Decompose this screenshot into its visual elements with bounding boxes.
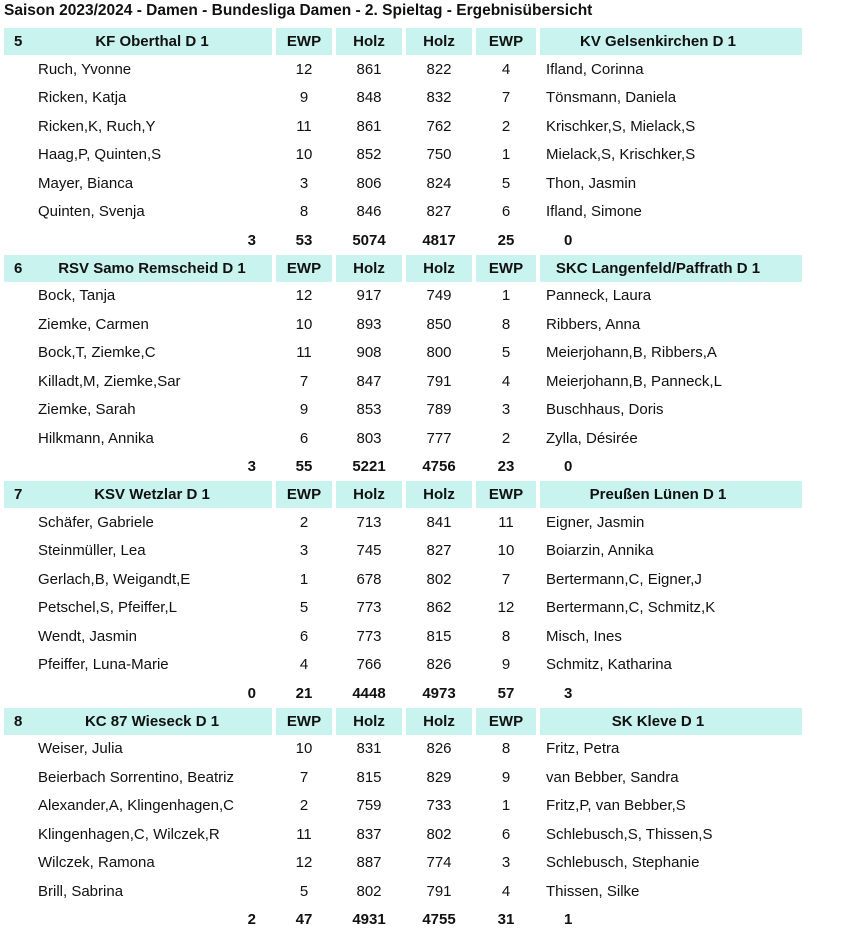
player-row	[4, 55, 802, 84]
away-player-holz: 777	[426, 429, 452, 447]
home-match-points: 0	[247, 684, 256, 702]
away-player-name: Ifland, Simone	[546, 203, 642, 221]
home-player-ewp: 3	[299, 542, 309, 560]
home-holz-header: Holz	[336, 708, 402, 735]
away-player-ewp: 4	[501, 372, 511, 390]
away-total-ewp: 25	[497, 231, 515, 249]
match-number: 7	[4, 481, 32, 508]
home-match-points: 3	[247, 231, 256, 249]
home-player-name: Killadt,M, Ziemke,Sar	[38, 372, 181, 390]
header-end	[776, 28, 802, 55]
away-total-ewp: 23	[497, 458, 515, 476]
away-player-holz: 789	[426, 401, 452, 419]
home-player-holz: 908	[356, 344, 382, 362]
home-player-holz: 847	[356, 372, 382, 390]
away-player-name: Krischker,S, Mielack,S	[546, 117, 696, 135]
home-player-ewp: 3	[299, 174, 309, 192]
home-player-holz: 803	[356, 429, 382, 447]
away-player-holz: 824	[426, 174, 452, 192]
away-player-name: Panneck, Laura	[546, 287, 652, 305]
away-player-name: Thissen, Silke	[546, 882, 640, 900]
home-player-holz: 831	[356, 740, 382, 758]
away-player-ewp: 1	[501, 146, 511, 164]
home-team-name: RSV Samo Remscheid D 1	[32, 255, 272, 282]
away-player-name: Boiarzin, Annika	[546, 542, 654, 560]
header-end	[776, 708, 802, 735]
home-player-ewp: 9	[299, 89, 309, 107]
away-player-ewp: 11	[498, 513, 514, 531]
away-total-holz: 4755	[422, 911, 456, 929]
home-player-name: Bock,T, Ziemke,C	[38, 344, 156, 362]
away-player-ewp: 10	[497, 542, 515, 560]
away-player-name: Schlebusch,S, Thissen,S	[546, 825, 713, 843]
player-row	[4, 339, 802, 368]
away-player-holz: 827	[426, 203, 452, 221]
home-player-ewp: 11	[296, 117, 312, 135]
home-player-name: Ricken, Katja	[38, 89, 127, 107]
home-player-ewp: 5	[299, 882, 309, 900]
match-total-row	[4, 226, 802, 255]
home-player-name: Schäfer, Gabriele	[38, 513, 154, 531]
home-player-ewp: 2	[299, 513, 309, 531]
home-player-holz: 678	[356, 570, 382, 588]
home-player-name: Mayer, Bianca	[38, 174, 134, 192]
home-total-holz: 5221	[352, 458, 386, 476]
home-player-name: Wendt, Jasmin	[38, 627, 137, 645]
player-row	[4, 877, 802, 906]
away-player-ewp: 1	[501, 797, 511, 815]
away-player-holz: 762	[426, 117, 452, 135]
away-player-holz: 826	[426, 740, 452, 758]
away-player-name: van Bebber, Sandra	[546, 768, 679, 786]
away-ewp-header: EWP	[476, 28, 536, 55]
match-total-row	[4, 906, 802, 935]
away-player-ewp: 6	[501, 825, 511, 843]
home-player-holz: 853	[356, 401, 382, 419]
home-player-holz: 852	[356, 146, 382, 164]
home-player-holz: 806	[356, 174, 382, 192]
home-player-ewp: 12	[295, 854, 313, 872]
home-player-ewp: 10	[295, 146, 313, 164]
player-row	[4, 849, 802, 878]
home-total-holz: 4448	[352, 684, 386, 702]
away-player-holz: 850	[426, 315, 452, 333]
home-match-points: 3	[247, 458, 256, 476]
home-player-ewp: 6	[299, 627, 309, 645]
home-player-name: Quinten, Svenja	[38, 203, 145, 221]
away-player-holz: 827	[426, 542, 452, 560]
player-row	[4, 367, 802, 396]
away-player-holz: 802	[426, 570, 452, 588]
match-header-row	[4, 28, 802, 55]
away-player-holz: 791	[426, 372, 452, 390]
home-player-holz: 773	[356, 627, 382, 645]
away-player-ewp: 3	[501, 401, 511, 419]
player-row	[4, 622, 802, 651]
home-player-holz: 848	[356, 89, 382, 107]
away-ewp-header: EWP	[476, 708, 536, 735]
match-header-row	[4, 255, 802, 282]
home-player-name: Haag,P, Quinten,S	[38, 146, 162, 164]
home-player-name: Petschel,S, Pfeiffer,L	[38, 599, 177, 617]
away-player-name: Zylla, Désirée	[546, 429, 638, 447]
home-match-points: 2	[247, 911, 256, 929]
page-title: Saison 2023/2024 - Damen - Bundesliga Damen - 2. Spieltag - Ergebnisübersicht	[4, 2, 593, 19]
away-player-name: Ribbers, Anna	[546, 315, 641, 333]
away-player-ewp: 4	[501, 882, 511, 900]
home-player-holz: 802	[356, 882, 382, 900]
away-team-name: KV Gelsenkirchen D 1	[540, 28, 776, 55]
away-player-holz: 774	[426, 854, 452, 872]
away-player-holz: 826	[426, 656, 452, 674]
away-player-name: Schmitz, Katharina	[546, 656, 672, 674]
away-player-holz: 822	[426, 60, 452, 78]
player-row	[4, 112, 802, 141]
home-team-name: KF Oberthal D 1	[32, 28, 272, 55]
home-ewp-header: EWP	[276, 255, 332, 282]
home-player-ewp: 6	[299, 429, 309, 447]
home-player-ewp: 12	[295, 60, 313, 78]
away-player-name: Ifland, Corinna	[546, 60, 644, 78]
player-row	[4, 651, 802, 680]
home-player-holz: 893	[356, 315, 382, 333]
away-player-name: Tönsmann, Daniela	[546, 89, 677, 107]
away-player-name: Bertermann,C, Schmitz,K	[546, 599, 716, 617]
away-player-name: Misch, Ines	[546, 627, 622, 645]
away-total-ewp: 31	[497, 911, 515, 929]
home-player-ewp: 10	[295, 740, 313, 758]
away-player-holz: 802	[426, 825, 452, 843]
match-total-row	[4, 453, 802, 482]
away-team-name: SKC Langenfeld/Paffrath D 1	[540, 255, 776, 282]
match-total-row	[4, 679, 802, 708]
home-holz-header: Holz	[336, 481, 402, 508]
home-player-ewp: 11	[296, 825, 312, 843]
away-team-name: SK Kleve D 1	[540, 708, 776, 735]
home-player-name: Ricken,K, Ruch,Y	[38, 117, 156, 135]
home-player-holz: 713	[356, 513, 382, 531]
away-player-holz: 749	[426, 287, 452, 305]
home-ewp-header: EWP	[276, 28, 332, 55]
home-player-ewp: 1	[299, 570, 309, 588]
away-player-holz: 862	[426, 599, 452, 617]
away-player-ewp: 1	[501, 287, 511, 305]
away-player-ewp: 8	[501, 627, 511, 645]
home-player-ewp: 9	[299, 401, 309, 419]
away-player-ewp: 12	[497, 599, 515, 617]
home-player-name: Ruch, Yvonne	[38, 60, 132, 78]
home-player-holz: 917	[356, 287, 382, 305]
away-player-ewp: 6	[501, 203, 511, 221]
away-holz-header: Holz	[406, 28, 472, 55]
away-player-ewp: 8	[501, 315, 511, 333]
player-row	[4, 424, 802, 453]
away-player-ewp: 4	[501, 60, 511, 78]
away-player-name: Mielack,S, Krischker,S	[546, 146, 696, 164]
away-player-name: Eigner, Jasmin	[546, 513, 645, 531]
away-player-holz: 832	[426, 89, 452, 107]
away-player-holz: 750	[426, 146, 452, 164]
away-player-ewp: 3	[501, 854, 511, 872]
home-player-name: Alexander,A, Klingenhagen,C	[38, 797, 234, 815]
home-player-holz: 766	[356, 656, 382, 674]
home-player-holz: 861	[356, 60, 382, 78]
home-player-name: Steinmüller, Lea	[38, 542, 146, 560]
away-player-holz: 841	[426, 513, 452, 531]
away-player-holz: 733	[426, 797, 452, 815]
player-row	[4, 565, 802, 594]
player-row	[4, 84, 802, 113]
home-player-ewp: 7	[299, 372, 309, 390]
results-table	[4, 28, 802, 934]
match-number: 6	[4, 255, 32, 282]
away-match-points: 3	[564, 684, 573, 702]
player-row	[4, 198, 802, 227]
away-player-ewp: 7	[501, 89, 511, 107]
player-row	[4, 792, 802, 821]
away-player-ewp: 5	[501, 174, 511, 192]
match-number: 8	[4, 708, 32, 735]
match-number: 5	[4, 28, 32, 55]
away-total-holz: 4756	[422, 458, 456, 476]
home-player-name: Weiser, Julia	[38, 740, 123, 758]
away-player-name: Fritz, Petra	[546, 740, 620, 758]
away-player-ewp: 7	[501, 570, 511, 588]
home-player-holz: 759	[356, 797, 382, 815]
away-player-ewp: 2	[501, 429, 511, 447]
home-player-holz: 861	[356, 117, 382, 135]
away-player-name: Meierjohann,B, Ribbers,A	[546, 344, 717, 362]
home-player-holz: 837	[356, 825, 382, 843]
away-player-name: Buschhaus, Doris	[546, 401, 664, 419]
player-row	[4, 735, 802, 764]
home-holz-header: Holz	[336, 28, 402, 55]
away-total-ewp: 57	[497, 684, 515, 702]
away-match-points: 0	[564, 231, 573, 249]
away-player-ewp: 5	[501, 344, 511, 362]
home-player-ewp: 5	[299, 599, 309, 617]
home-player-ewp: 7	[299, 768, 309, 786]
home-player-ewp: 10	[295, 315, 313, 333]
player-row	[4, 594, 802, 623]
header-end	[776, 255, 802, 282]
away-ewp-header: EWP	[476, 255, 536, 282]
home-team-name: KC 87 Wieseck D 1	[32, 708, 272, 735]
header-end	[776, 481, 802, 508]
away-player-ewp: 8	[501, 740, 511, 758]
match-header-row	[4, 481, 802, 508]
player-row	[4, 820, 802, 849]
away-player-holz: 791	[426, 882, 452, 900]
home-ewp-header: EWP	[276, 708, 332, 735]
player-row	[4, 169, 802, 198]
home-total-ewp: 47	[295, 911, 313, 929]
home-player-name: Ziemke, Carmen	[38, 315, 149, 333]
home-player-ewp: 12	[295, 287, 313, 305]
away-total-holz: 4817	[422, 231, 456, 249]
away-player-holz: 815	[426, 627, 452, 645]
home-player-holz: 773	[356, 599, 382, 617]
away-player-holz: 800	[426, 344, 452, 362]
home-player-name: Klingenhagen,C, Wilczek,R	[38, 825, 220, 843]
match-header-row	[4, 708, 802, 735]
away-player-name: Meierjohann,B, Panneck,L	[546, 372, 722, 390]
home-ewp-header: EWP	[276, 481, 332, 508]
away-match-points: 0	[564, 458, 573, 476]
home-player-ewp: 8	[299, 203, 309, 221]
home-total-holz: 4931	[352, 911, 386, 929]
home-holz-header: Holz	[336, 255, 402, 282]
away-player-ewp: 9	[501, 768, 511, 786]
home-team-name: KSV Wetzlar D 1	[32, 481, 272, 508]
home-player-name: Bock, Tanja	[38, 287, 116, 305]
home-player-holz: 887	[356, 854, 382, 872]
home-player-ewp: 4	[299, 656, 309, 674]
away-player-name: Fritz,P, van Bebber,S	[546, 797, 686, 815]
away-holz-header: Holz	[406, 481, 472, 508]
away-ewp-header: EWP	[476, 481, 536, 508]
home-player-name: Hilkmann, Annika	[38, 429, 154, 447]
home-player-name: Brill, Sabrina	[38, 882, 124, 900]
away-player-name: Schlebusch, Stephanie	[546, 854, 700, 872]
player-row	[4, 537, 802, 566]
home-total-holz: 5074	[352, 231, 386, 249]
away-match-points: 1	[564, 911, 573, 929]
player-row	[4, 396, 802, 425]
player-row	[4, 508, 802, 537]
home-player-name: Gerlach,B, Weigandt,E	[38, 570, 191, 588]
home-player-name: Ziemke, Sarah	[38, 401, 136, 419]
home-player-holz: 745	[356, 542, 382, 560]
away-team-name: Preußen Lünen D 1	[540, 481, 776, 508]
player-row	[4, 763, 802, 792]
home-player-holz: 815	[356, 768, 382, 786]
home-total-ewp: 21	[295, 684, 313, 702]
home-player-ewp: 2	[299, 797, 309, 815]
away-player-name: Bertermann,C, Eigner,J	[546, 570, 702, 588]
home-player-ewp: 11	[296, 344, 312, 362]
away-holz-header: Holz	[406, 255, 472, 282]
home-player-name: Pfeiffer, Luna-Marie	[38, 656, 169, 674]
home-player-holz: 846	[356, 203, 382, 221]
home-total-ewp: 53	[295, 231, 313, 249]
away-player-holz: 829	[426, 768, 452, 786]
away-player-name: Thon, Jasmin	[546, 174, 637, 192]
away-player-ewp: 2	[501, 117, 511, 135]
home-player-name: Beierbach Sorrentino, Beatriz	[38, 768, 234, 786]
away-total-holz: 4973	[422, 684, 456, 702]
player-row	[4, 310, 802, 339]
player-row	[4, 282, 802, 311]
away-holz-header: Holz	[406, 708, 472, 735]
home-total-ewp: 55	[295, 458, 313, 476]
away-player-ewp: 9	[501, 656, 511, 674]
home-player-name: Wilczek, Ramona	[38, 854, 155, 872]
player-row	[4, 141, 802, 170]
